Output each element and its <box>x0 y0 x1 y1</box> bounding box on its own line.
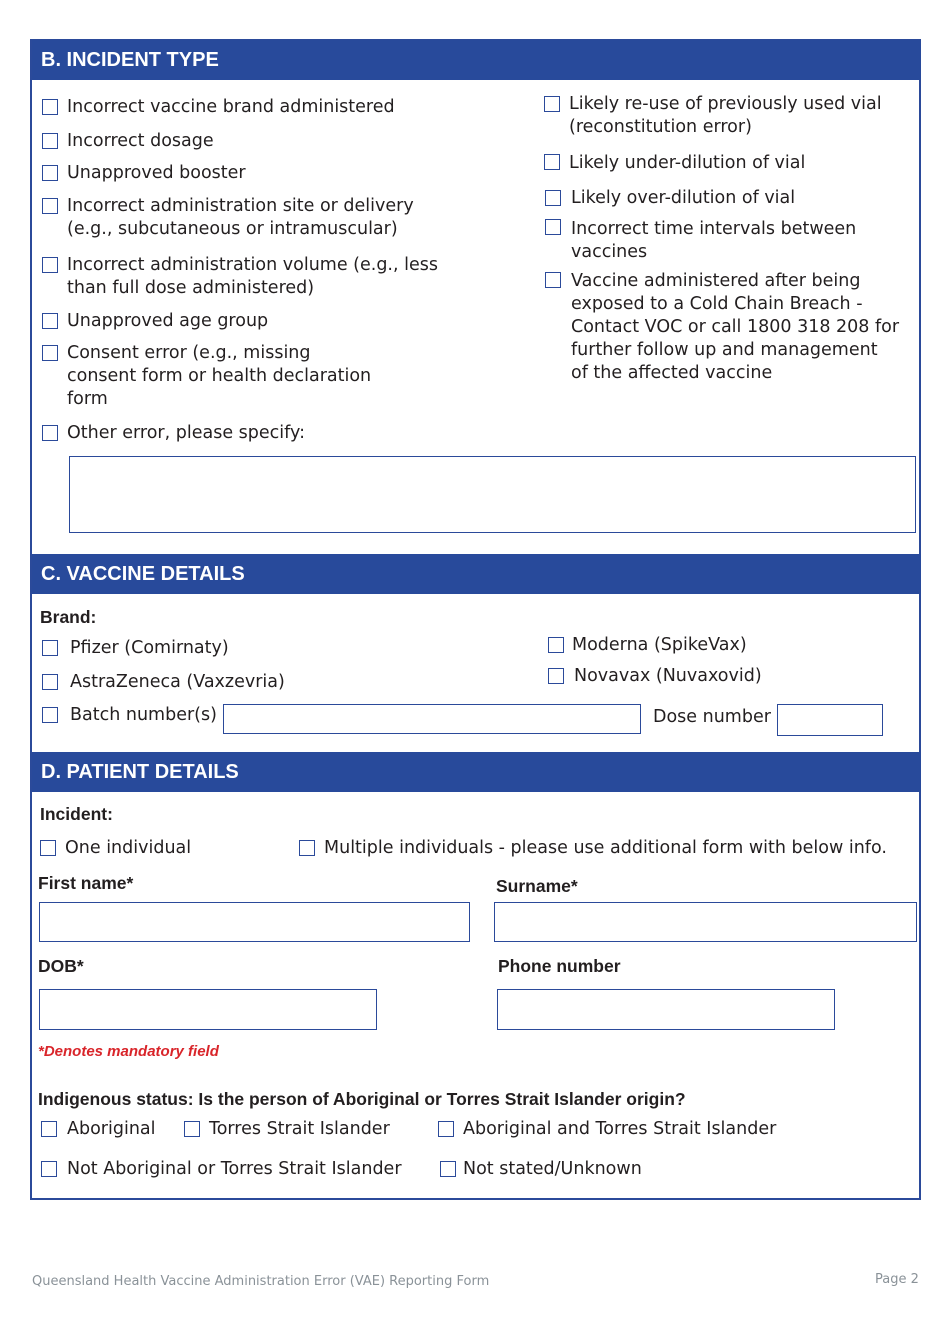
batch-number-label: Batch number(s) <box>70 705 217 725</box>
option-torres-strait: Torres Strait Islander <box>209 1119 390 1139</box>
checkbox-other-error[interactable] <box>42 425 58 441</box>
checkbox-incorrect-volume[interactable] <box>42 257 58 273</box>
option-unapproved-booster: Unapproved booster <box>67 163 246 183</box>
footer-page-number: Page 2 <box>875 1272 919 1287</box>
checkbox-unapproved-booster[interactable] <box>42 165 58 181</box>
checkbox-astrazeneca[interactable] <box>42 674 58 690</box>
option-under-dilution: Likely under-dilution of vial <box>569 153 806 173</box>
option-reuse-vial: Likely re-use of previously used vial (reconstitution error) <box>569 94 882 137</box>
option-other-error: Other error, please specify: <box>67 423 305 443</box>
option-time-intervals: Incorrect time intervals between vaccines <box>571 219 857 262</box>
checkbox-not-stated[interactable] <box>440 1161 456 1177</box>
option-incorrect-brand: Incorrect vaccine brand administered <box>67 97 395 117</box>
first-name-input[interactable] <box>39 902 470 942</box>
checkbox-over-dilution[interactable] <box>545 190 561 206</box>
checkbox-incorrect-brand[interactable] <box>42 99 58 115</box>
first-name-label: First name* <box>38 873 134 893</box>
option-incorrect-volume: Incorrect administration volume (e.g., less than full dose administered) <box>67 255 438 298</box>
dose-number-input[interactable] <box>777 704 883 736</box>
dob-input[interactable] <box>39 989 377 1030</box>
option-unapproved-age: Unapproved age group <box>67 311 269 331</box>
section-c-header: C. VACCINE DETAILS <box>32 554 921 594</box>
checkbox-novavax[interactable] <box>548 668 564 684</box>
section-b-header: B. INCIDENT TYPE <box>32 40 921 80</box>
dose-number-label: Dose number <box>653 707 771 727</box>
checkbox-under-dilution[interactable] <box>544 154 560 170</box>
checkbox-cold-chain[interactable] <box>545 272 561 288</box>
option-consent-error: Consent error (e.g., missing consent form or health declaration form <box>67 343 372 409</box>
option-not-stated: Not stated/Unknown <box>463 1159 642 1179</box>
checkbox-pfizer[interactable] <box>42 640 58 656</box>
option-one-individual: One individual <box>65 838 192 858</box>
surname-input[interactable] <box>494 902 917 942</box>
phone-number-label: Phone number <box>498 956 621 976</box>
option-incorrect-site: Incorrect administration site or delivery (e.g., subcutaneous or intramuscular) <box>67 196 414 239</box>
checkbox-unapproved-age[interactable] <box>42 313 58 329</box>
checkbox-torres-strait[interactable] <box>184 1121 200 1137</box>
option-over-dilution: Likely over-dilution of vial <box>571 188 796 208</box>
option-pfizer: Pfizer (Comirnaty) <box>70 638 229 658</box>
checkbox-incorrect-dosage[interactable] <box>42 133 58 149</box>
incident-label: Incident: <box>40 804 113 824</box>
surname-label: Surname* <box>496 876 578 896</box>
option-moderna: Moderna (SpikeVax) <box>572 635 747 655</box>
checkbox-aboriginal-and-torres[interactable] <box>438 1121 454 1137</box>
dob-label: DOB* <box>38 956 84 976</box>
mandatory-field-note: *Denotes mandatory field <box>38 1043 219 1060</box>
batch-number-input[interactable] <box>223 704 641 734</box>
phone-number-input[interactable] <box>497 989 835 1030</box>
checkbox-multiple-individuals[interactable] <box>299 840 315 856</box>
footer-form-name: Queensland Health Vaccine Administration Error (VAE) Reporting Form <box>32 1274 490 1289</box>
checkbox-batch-number[interactable] <box>42 707 58 723</box>
option-cold-chain: Vaccine administered after being exposed to a Cold Chain Breach - Contact VOC or call 1800 318 208 for further follow up and management of the affected vaccine <box>571 271 900 383</box>
option-astrazeneca: AstraZeneca (Vaxzevria) <box>70 672 285 692</box>
option-aboriginal: Aboriginal <box>67 1119 156 1139</box>
checkbox-time-intervals[interactable] <box>545 219 561 235</box>
option-incorrect-dosage: Incorrect dosage <box>67 131 214 151</box>
checkbox-aboriginal[interactable] <box>41 1121 57 1137</box>
checkbox-consent-error[interactable] <box>42 345 58 361</box>
indigenous-status-question: Indigenous status: Is the person of Aboriginal or Torres Strait Islander origin? <box>38 1089 686 1109</box>
checkbox-not-aboriginal[interactable] <box>41 1161 57 1177</box>
other-error-input[interactable] <box>69 456 916 533</box>
checkbox-one-individual[interactable] <box>40 840 56 856</box>
option-aboriginal-and-torres: Aboriginal and Torres Strait Islander <box>463 1119 777 1139</box>
checkbox-moderna[interactable] <box>548 637 564 653</box>
checkbox-incorrect-site[interactable] <box>42 198 58 214</box>
checkbox-reuse-vial[interactable] <box>544 96 560 112</box>
brand-label: Brand: <box>40 607 97 627</box>
section-d-header: D. PATIENT DETAILS <box>32 752 921 792</box>
option-not-aboriginal: Not Aboriginal or Torres Strait Islander <box>67 1159 402 1179</box>
option-novavax: Novavax (Nuvaxovid) <box>574 666 762 686</box>
option-multiple-individuals: Multiple individuals - please use additional form with below info. <box>324 838 887 858</box>
